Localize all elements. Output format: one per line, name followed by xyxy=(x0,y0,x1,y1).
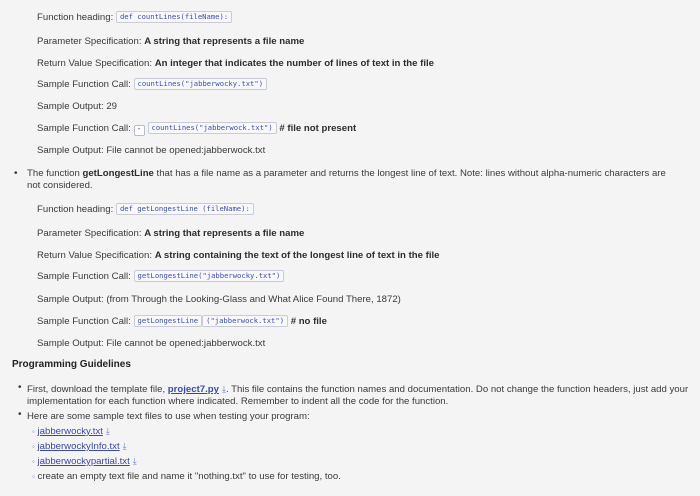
empty-file-instruction: create an empty text file and name it "nothing.txt" to use for testing, too. xyxy=(37,471,341,482)
function-heading-line-2 xyxy=(37,203,254,216)
sample-output-line-4: Sample Output: File cannot be opened:jabberwock.txt xyxy=(37,338,266,349)
file-link[interactable]: jabberwocky.txt xyxy=(37,426,103,437)
section-heading: Programming Guidelines xyxy=(12,359,131,370)
bullet-icon: • xyxy=(18,382,22,393)
parameter-spec-line-1 xyxy=(37,35,304,48)
parameter-spec-text: A string that represents a file name xyxy=(144,36,305,47)
function-heading-line-1 xyxy=(37,11,232,24)
sample-call-line-2 xyxy=(37,122,356,136)
return-spec-label: Return Value Specification: xyxy=(37,250,153,261)
bullet-icon: • xyxy=(14,168,18,179)
file-list-item xyxy=(32,440,127,453)
circle-bullet-icon: ◦ xyxy=(32,427,35,436)
guideline-text-rest: . This file contains the function names and documentation. Do not change the function headers, just add your implementation for each function where indicated. Remember to indent all the code for the function. xyxy=(27,384,689,407)
sample-call-label: Sample Function Call: xyxy=(37,316,131,327)
file-link[interactable]: jabberwockypartial.txt xyxy=(37,456,130,467)
function-heading-label: Function heading: xyxy=(37,12,114,23)
file-list-item xyxy=(32,455,137,468)
return-spec-line-2 xyxy=(37,249,440,262)
circle-bullet-icon: ◦ xyxy=(32,457,35,466)
intro-text: The function xyxy=(27,168,83,179)
guideline-text: First, download the template file, xyxy=(27,384,168,395)
project-file-link[interactable]: project7.py xyxy=(167,384,219,395)
function-heading-code: def countLines(fileName): xyxy=(116,11,232,23)
sample-call-comment: # file not present xyxy=(279,123,357,134)
sample-call-label: Sample Function Call: xyxy=(37,123,131,134)
sample-call-line-3 xyxy=(37,270,284,283)
download-icon[interactable]: ⤓ xyxy=(221,384,226,394)
sample-call-code: getLongestLine("jabberwocky.txt") xyxy=(134,270,285,282)
sample-call-label: Sample Function Call: xyxy=(37,271,131,282)
sample-call-code-b: ("jabberwock.txt") xyxy=(202,315,288,327)
function-name: getLongestLine xyxy=(82,168,154,179)
get-longest-line-intro xyxy=(27,168,667,192)
sample-output-line-1: Sample Output: 29 xyxy=(37,101,117,112)
sample-call-code-a: getLongestLine xyxy=(134,315,203,327)
return-spec-line-1 xyxy=(37,57,434,70)
return-spec-text: An integer that indicates the number of lines of text in the file xyxy=(154,58,435,69)
circle-bullet-icon: ◦ xyxy=(32,472,35,481)
guideline-item-1 xyxy=(27,383,697,408)
file-list-item xyxy=(32,425,110,438)
download-icon[interactable]: ⤓ xyxy=(105,426,110,436)
sample-call-line-1 xyxy=(37,78,267,91)
function-heading-label: Function heading: xyxy=(37,204,114,215)
sample-call-label: Sample Function Call: xyxy=(37,79,131,90)
sample-call-line-4 xyxy=(37,315,327,328)
sample-output-line-3: Sample Output: (from Through the Looking-Glass and What Alice Found There, 1872) xyxy=(37,294,401,305)
bullet-icon: • xyxy=(18,409,22,420)
sample-output-line-2: Sample Output: File cannot be opened:jabberwock.txt xyxy=(37,145,266,156)
parameter-spec-text: A string that represents a file name xyxy=(144,228,305,239)
sample-call-code: countLines("jabberwock.txt") xyxy=(148,122,277,134)
sample-call-code: countLines("jabberwocky.txt") xyxy=(134,78,268,90)
parameter-spec-label: Parameter Specification: xyxy=(37,228,142,239)
sample-call-comment: # no file xyxy=(290,316,327,327)
intro-text-rest: that has a file name as a parameter and returns the longest line of text. Note: lines without alpha-numeric characters are not considered. xyxy=(27,168,666,191)
file-list-item xyxy=(32,470,341,483)
parameter-spec-label: Parameter Specification: xyxy=(37,36,142,47)
download-icon[interactable]: ⤓ xyxy=(122,441,127,451)
return-spec-text: A string containing the text of the longest line of text in the file xyxy=(154,250,440,261)
guideline-item-2: Here are some sample text files to use when testing your program: xyxy=(27,411,310,422)
download-icon[interactable]: ⤓ xyxy=(132,456,137,466)
parameter-spec-line-2 xyxy=(37,227,304,240)
function-heading-code: def getLongestLine (fileName): xyxy=(116,203,254,215)
copy-icon: • xyxy=(134,125,145,136)
return-spec-label: Return Value Specification: xyxy=(37,58,153,69)
circle-bullet-icon: ◦ xyxy=(32,442,35,451)
file-link[interactable]: jabberwockyInfo.txt xyxy=(37,441,120,452)
